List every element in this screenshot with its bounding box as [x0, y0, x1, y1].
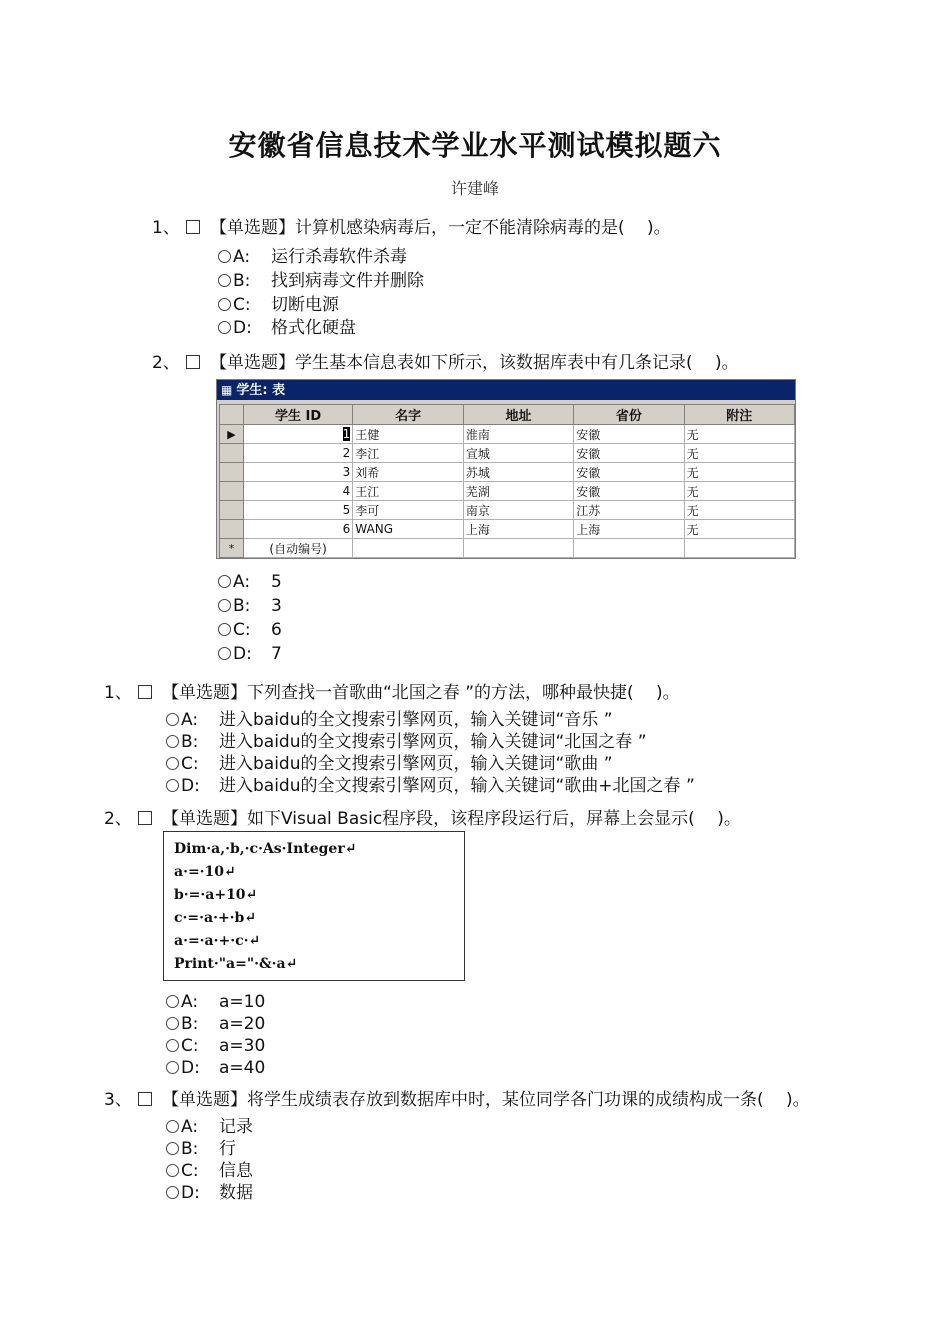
table-row	[220, 444, 795, 463]
code-box	[163, 831, 465, 981]
radio-icon[interactable]	[218, 599, 231, 612]
new-record-row	[220, 539, 795, 558]
option-a[interactable]	[218, 571, 282, 593]
radio-icon[interactable]	[218, 250, 231, 263]
page-title: 安徽省信息技术学业水平测试模拟题六	[228, 129, 722, 162]
question-number: 3、	[104, 1090, 132, 1110]
author: 许建峰	[450, 179, 499, 198]
code-line: a·=·10↵	[174, 864, 236, 880]
option-text: 进入baidu的全文搜索引擎网页，输入关键词“北国之春 ”	[219, 732, 647, 752]
option-c[interactable]	[218, 619, 282, 641]
student-table-window	[216, 379, 796, 559]
question-tag: 【单选题】	[210, 353, 295, 373]
option-letter: A:	[181, 710, 199, 730]
option-d[interactable]	[166, 775, 695, 797]
option-d[interactable]	[166, 1057, 265, 1079]
table-cell[interactable]: 南京	[463, 501, 573, 520]
option-text: a=40	[219, 1058, 266, 1078]
question-number: 2、	[152, 353, 180, 373]
option-letter: D:	[181, 776, 200, 796]
question-tag: 【单选题】	[162, 809, 247, 829]
question-tag: 【单选题】	[162, 683, 247, 703]
table-cell[interactable]: 无	[684, 482, 794, 501]
option-text: 3	[271, 596, 282, 616]
current-row-icon[interactable]: ▶	[220, 425, 244, 444]
table-cell[interactable]: 5	[243, 501, 352, 520]
option-text: 5	[271, 572, 282, 592]
question-3	[104, 681, 680, 705]
code-line: Dim·a,·b,·c·As·Integer↵	[174, 841, 357, 857]
student-table	[219, 404, 795, 558]
radio-icon[interactable]	[166, 995, 179, 1008]
option-text: 数据	[219, 1183, 253, 1203]
question-5	[104, 1088, 810, 1112]
table-cell[interactable]: 王健	[353, 425, 464, 444]
option-text: 行	[219, 1139, 236, 1159]
table-window-title-text: 学生: 表	[236, 383, 286, 398]
question-number: 1、	[104, 683, 132, 703]
option-letter: C:	[181, 1161, 199, 1181]
option-letter: B:	[233, 596, 251, 616]
table-cell[interactable]: 淮南	[463, 425, 573, 444]
radio-icon[interactable]	[166, 1017, 179, 1030]
question-text: 如下Visual Basic程序段，该程序段运行后，屏幕上会显示( )。	[247, 809, 741, 829]
new-record-icon[interactable]: *	[220, 539, 244, 558]
table-cell[interactable]	[574, 539, 684, 558]
option-b[interactable]	[218, 595, 282, 617]
table-cell[interactable]	[243, 425, 352, 444]
table-cell[interactable]: 2	[243, 444, 352, 463]
radio-icon[interactable]	[166, 779, 179, 792]
option-text: 进入baidu的全文搜索引擎网页，输入关键词“音乐 ”	[219, 710, 613, 730]
option-letter: B:	[181, 732, 199, 752]
radio-icon[interactable]	[166, 1061, 179, 1074]
table-row	[220, 501, 795, 520]
radio-icon[interactable]	[166, 757, 179, 770]
table-cell[interactable]: 无	[684, 444, 794, 463]
option-letter: D:	[233, 644, 252, 664]
option-text: 信息	[219, 1161, 253, 1181]
question-text: 学生基本信息表如下所示，该数据库表中有几条记录( )。	[295, 353, 739, 373]
radio-icon[interactable]	[218, 575, 231, 588]
option-b[interactable]	[166, 1013, 265, 1035]
table-cell[interactable]: 安徽	[574, 444, 684, 463]
table-cell[interactable]: 上海	[463, 520, 573, 539]
question-checkbox[interactable]	[186, 355, 200, 369]
option-a[interactable]	[166, 991, 265, 1013]
option-letter: D:	[181, 1058, 200, 1078]
table-cell[interactable]: 宣城	[463, 444, 573, 463]
option-letter: B:	[233, 271, 251, 291]
radio-icon[interactable]	[166, 1039, 179, 1052]
code-line: Print·"a="·&·a↵	[174, 956, 298, 972]
table-cell[interactable]: 无	[684, 520, 794, 539]
radio-icon[interactable]	[166, 1164, 179, 1177]
radio-icon[interactable]	[166, 1186, 179, 1199]
option-text: 格式化硬盘	[271, 318, 356, 338]
option-letter: A:	[233, 572, 251, 592]
option-text: 进入baidu的全文搜索引擎网页，输入关键词“歌曲+北国之春 ”	[219, 776, 695, 796]
cell-value: 1	[342, 427, 351, 441]
table-row	[220, 520, 795, 539]
radio-icon[interactable]	[166, 713, 179, 726]
option-c[interactable]	[166, 753, 613, 775]
option-text: a=20	[219, 1014, 266, 1034]
code-line: a·=·a·+·c·↵	[174, 933, 261, 949]
table-cell[interactable]	[463, 539, 573, 558]
question-text: 下列查找一首歌曲“北国之春 ”的方法，哪种最快捷( )。	[247, 683, 680, 703]
option-text: 7	[271, 644, 282, 664]
radio-icon[interactable]	[166, 735, 179, 748]
row-selector[interactable]	[220, 520, 244, 539]
option-d[interactable]	[218, 643, 282, 665]
question-number: 2、	[104, 809, 132, 829]
table-window-title	[217, 380, 795, 400]
radio-icon[interactable]	[218, 647, 231, 660]
question-4	[104, 807, 741, 831]
question-checkbox[interactable]	[138, 811, 152, 825]
code-line: c·=·a·+·b↵	[174, 910, 257, 926]
option-text: 进入baidu的全文搜索引擎网页，输入关键词“歌曲 ”	[219, 754, 613, 774]
table-grid-icon: ▦	[221, 383, 233, 397]
question-2	[152, 351, 739, 375]
option-letter: B:	[181, 1139, 199, 1159]
question-checkbox[interactable]	[138, 1092, 152, 1106]
row-selector[interactable]	[220, 444, 244, 463]
row-selector[interactable]	[220, 463, 244, 482]
code-line: b·=·a+10↵	[174, 887, 258, 903]
table-cell[interactable]: 王江	[353, 482, 464, 501]
option-text: a=30	[219, 1036, 266, 1056]
option-letter: A:	[233, 247, 251, 267]
row-selector-header[interactable]	[220, 405, 244, 425]
table-cell[interactable]: 3	[243, 463, 352, 482]
table-cell[interactable]	[353, 539, 464, 558]
option-letter: C:	[233, 295, 251, 315]
radio-icon[interactable]	[218, 274, 231, 287]
option-letter: B:	[181, 1014, 199, 1034]
column-header[interactable]: 省份	[574, 405, 684, 425]
option-text: 切断电源	[271, 295, 339, 315]
option-a[interactable]	[166, 1116, 253, 1138]
option-letter: D:	[181, 1183, 200, 1203]
option-d[interactable]	[166, 1182, 253, 1204]
table-cell[interactable]: 芜湖	[463, 482, 573, 501]
table-cell[interactable]: 上海	[574, 520, 684, 539]
column-header[interactable]: 学生 ID	[243, 405, 352, 425]
option-c[interactable]	[166, 1035, 265, 1057]
table-row	[220, 425, 795, 444]
question-text: 将学生成绩表存放到数据库中时，某位同学各门功课的成绩构成一条( )。	[247, 1090, 810, 1110]
option-a[interactable]	[218, 246, 407, 268]
table-cell[interactable]: 苏城	[463, 463, 573, 482]
autonumber-cell[interactable]: (自动编号)	[243, 539, 352, 558]
option-a[interactable]	[166, 709, 613, 731]
question-checkbox[interactable]	[138, 685, 152, 699]
option-b[interactable]	[166, 1138, 236, 1160]
question-checkbox[interactable]	[186, 220, 200, 234]
row-selector[interactable]	[220, 482, 244, 501]
question-tag: 【单选题】	[210, 218, 295, 238]
table-cell[interactable]: 李可	[353, 501, 464, 520]
question-number: 1、	[152, 218, 180, 238]
table-header-row	[220, 405, 795, 425]
question-1	[152, 216, 671, 240]
table-cell[interactable]: 安徽	[574, 425, 684, 444]
question-text: 计算机感染病毒后，一定不能清除病毒的是( )。	[295, 218, 671, 238]
option-letter: A:	[181, 992, 199, 1012]
question-tag: 【单选题】	[162, 1090, 247, 1110]
table-cell[interactable]: 无	[684, 425, 794, 444]
option-text: 6	[271, 620, 282, 640]
table-cell[interactable]: 4	[243, 482, 352, 501]
option-letter: D:	[233, 318, 252, 338]
radio-icon[interactable]	[218, 321, 231, 334]
column-header[interactable]: 名字	[353, 405, 464, 425]
table-cell[interactable]: 李江	[353, 444, 464, 463]
option-b[interactable]	[218, 270, 424, 292]
option-letter: C:	[181, 754, 199, 774]
table-cell[interactable]: 6	[243, 520, 352, 539]
option-letter: C:	[181, 1036, 199, 1056]
radio-icon[interactable]	[218, 623, 231, 636]
option-d[interactable]	[218, 317, 356, 339]
table-cell[interactable]	[684, 539, 794, 558]
table-cell[interactable]: 刘希	[353, 463, 464, 482]
table-row	[220, 463, 795, 482]
column-header[interactable]: 地址	[463, 405, 573, 425]
option-text: a=10	[219, 992, 266, 1012]
option-c[interactable]	[166, 1160, 253, 1182]
column-header[interactable]: 附注	[684, 405, 794, 425]
option-b[interactable]	[166, 731, 647, 753]
row-selector[interactable]	[220, 501, 244, 520]
option-letter: C:	[233, 620, 251, 640]
table-cell[interactable]: 安徽	[574, 482, 684, 501]
option-text: 找到病毒文件并删除	[271, 271, 424, 291]
table-row	[220, 482, 795, 501]
table-cell[interactable]: 安徽	[574, 463, 684, 482]
table-cell[interactable]: WANG	[353, 520, 464, 539]
radio-icon[interactable]	[166, 1142, 179, 1155]
option-letter: A:	[181, 1117, 199, 1137]
table-cell[interactable]: 江苏	[574, 501, 684, 520]
option-c[interactable]	[218, 294, 339, 316]
radio-icon[interactable]	[218, 298, 231, 311]
table-cell[interactable]: 无	[684, 463, 794, 482]
option-text: 记录	[219, 1117, 253, 1137]
option-text: 运行杀毒软件杀毒	[271, 247, 407, 267]
radio-icon[interactable]	[166, 1120, 179, 1133]
table-cell[interactable]: 无	[684, 501, 794, 520]
